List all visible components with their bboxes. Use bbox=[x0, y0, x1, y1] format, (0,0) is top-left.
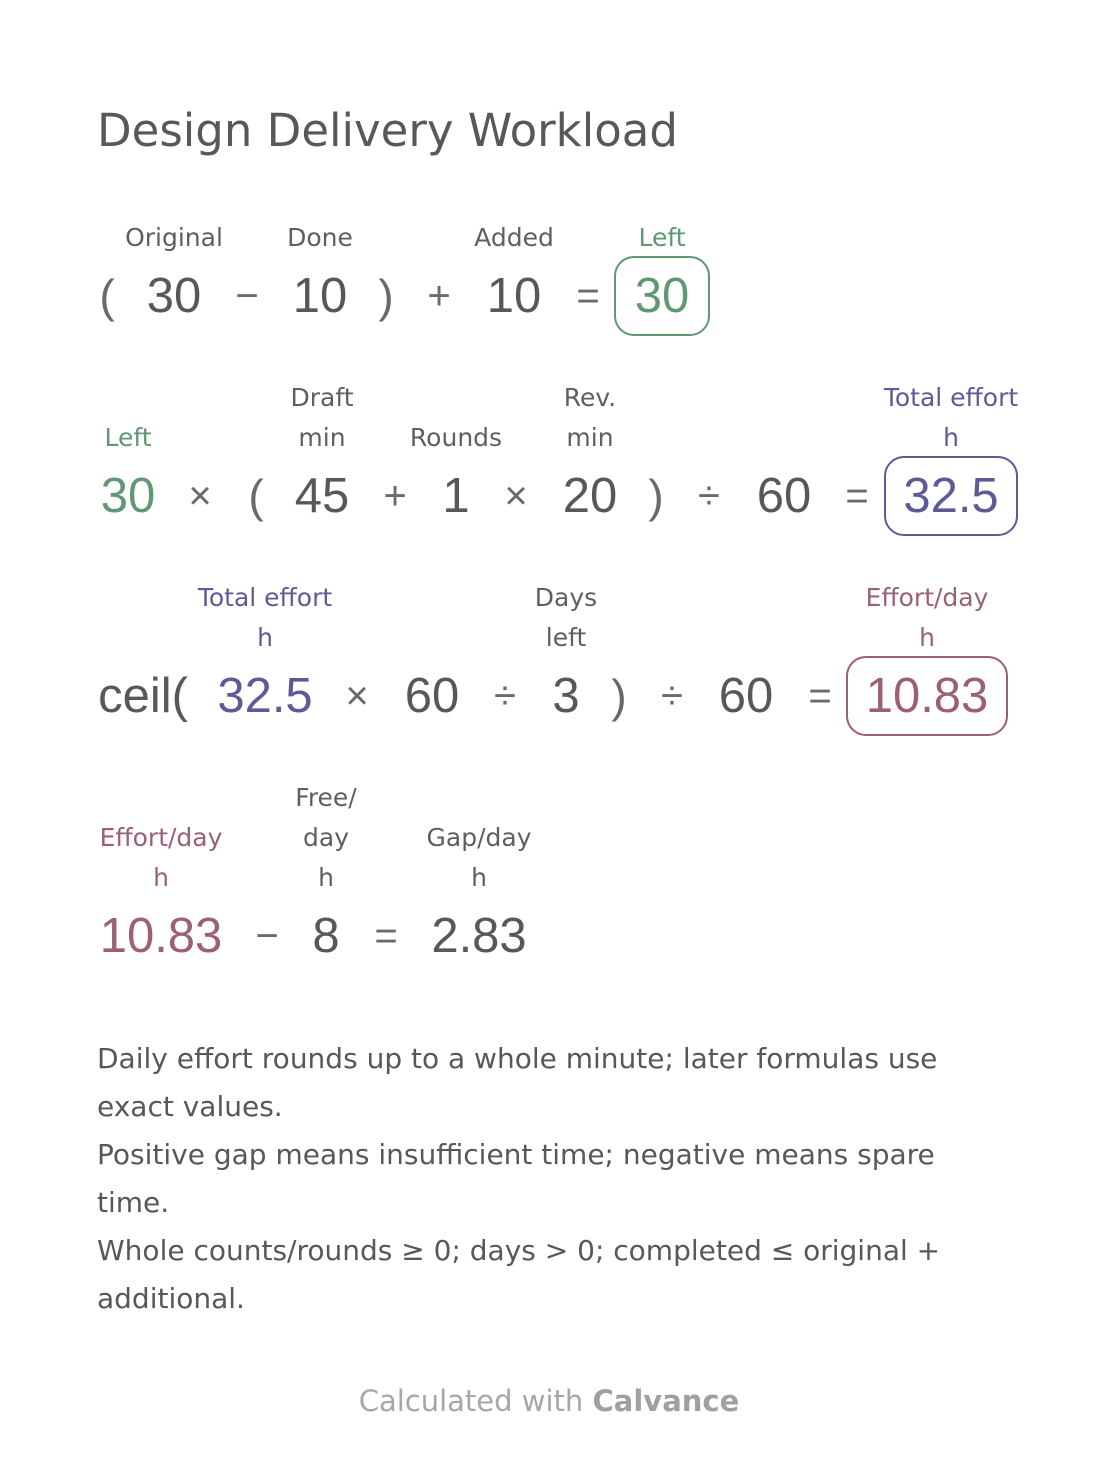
equals-operator: = bbox=[576, 274, 600, 318]
label-left: Left bbox=[104, 423, 152, 452]
label-effort-per-day-unit: h bbox=[153, 863, 169, 892]
label-effort-per-day-unit: h bbox=[919, 623, 935, 652]
open-paren: ( bbox=[248, 470, 264, 522]
label-days: Days bbox=[534, 583, 598, 612]
divide-operator: ÷ bbox=[661, 674, 683, 718]
value-rev[interactable]: 20 bbox=[562, 469, 618, 523]
close-paren: ) bbox=[378, 270, 394, 322]
ceil-function: ceil( bbox=[98, 669, 188, 723]
label-rounds: Rounds bbox=[409, 423, 503, 452]
value-draft[interactable]: 45 bbox=[294, 469, 350, 523]
value-divisor: 60 bbox=[756, 469, 812, 523]
label-draft-unit: min bbox=[298, 423, 346, 452]
note-rounding: Daily effort rounds up to a whole minute; later formulas use exact values. bbox=[97, 1042, 938, 1123]
label-days-left: left bbox=[545, 623, 587, 652]
result-total-effort: 32.5 bbox=[903, 469, 999, 523]
label-effort-per-day: Effort/day bbox=[865, 583, 989, 612]
value-added[interactable]: 10 bbox=[486, 269, 542, 323]
value-free-per-day[interactable]: 8 bbox=[312, 909, 340, 963]
label-total-effort-unit: h bbox=[257, 623, 273, 652]
value-days-left[interactable]: 3 bbox=[552, 669, 580, 723]
plus-operator: + bbox=[383, 474, 407, 518]
label-rev-unit: min bbox=[566, 423, 614, 452]
label-free-unit: h bbox=[318, 863, 334, 892]
page-title: Design Delivery Workload bbox=[97, 104, 678, 157]
value-done[interactable]: 10 bbox=[292, 269, 348, 323]
equals-operator: = bbox=[374, 914, 398, 958]
footer-brand[interactable]: Calvance bbox=[592, 1384, 740, 1418]
label-gap-unit: h bbox=[471, 863, 487, 892]
label-total-effort: Total effort bbox=[883, 383, 1019, 412]
value-original[interactable]: 30 bbox=[146, 269, 202, 323]
label-done: Done bbox=[287, 223, 353, 252]
times-operator: × bbox=[345, 674, 369, 718]
label-original: Original bbox=[125, 223, 223, 252]
times-operator: × bbox=[504, 474, 528, 518]
footer-credit bbox=[0, 1384, 1098, 1418]
open-paren: ( bbox=[99, 270, 115, 322]
value-effort-per-day: 10.83 bbox=[99, 909, 223, 963]
divide-operator: ÷ bbox=[698, 474, 720, 518]
value-divisor: 60 bbox=[718, 669, 774, 723]
note-constraints: Whole counts/rounds ≥ 0; days > 0; completed ≤ original + additional. bbox=[97, 1234, 941, 1315]
result-effort-per-day: 10.83 bbox=[865, 669, 989, 723]
value-left: 30 bbox=[100, 469, 156, 523]
result-gap-per-day: 2.83 bbox=[431, 909, 527, 963]
plus-operator: + bbox=[427, 274, 451, 318]
equals-operator: = bbox=[808, 674, 832, 718]
label-free: Free/ bbox=[295, 783, 357, 812]
value-total-effort: 32.5 bbox=[217, 669, 313, 723]
label-gap-per-day: Gap/day bbox=[426, 823, 532, 852]
note-gap-meaning: Positive gap means insufficient time; negative means spare time. bbox=[97, 1138, 935, 1219]
value-minutes-factor: 60 bbox=[404, 669, 460, 723]
label-added: Added bbox=[474, 223, 554, 252]
label-total-effort: Total effort bbox=[197, 583, 333, 612]
close-paren: ) bbox=[611, 670, 627, 722]
label-draft: Draft bbox=[290, 383, 354, 412]
divide-operator: ÷ bbox=[494, 674, 516, 718]
label-rev: Rev. bbox=[563, 383, 617, 412]
value-rounds[interactable]: 1 bbox=[442, 469, 470, 523]
label-effort-per-day: Effort/day bbox=[99, 823, 223, 852]
minus-operator: − bbox=[235, 274, 259, 318]
minus-operator: − bbox=[255, 914, 279, 958]
equals-operator: = bbox=[845, 474, 869, 518]
times-operator: × bbox=[188, 474, 212, 518]
label-total-effort-unit: h bbox=[943, 423, 959, 452]
label-free-day: day bbox=[303, 823, 349, 852]
label-left: Left bbox=[638, 223, 686, 252]
footer-prefix: Calculated with bbox=[358, 1384, 593, 1418]
close-paren: ) bbox=[648, 470, 664, 522]
result-left: 30 bbox=[634, 269, 690, 323]
